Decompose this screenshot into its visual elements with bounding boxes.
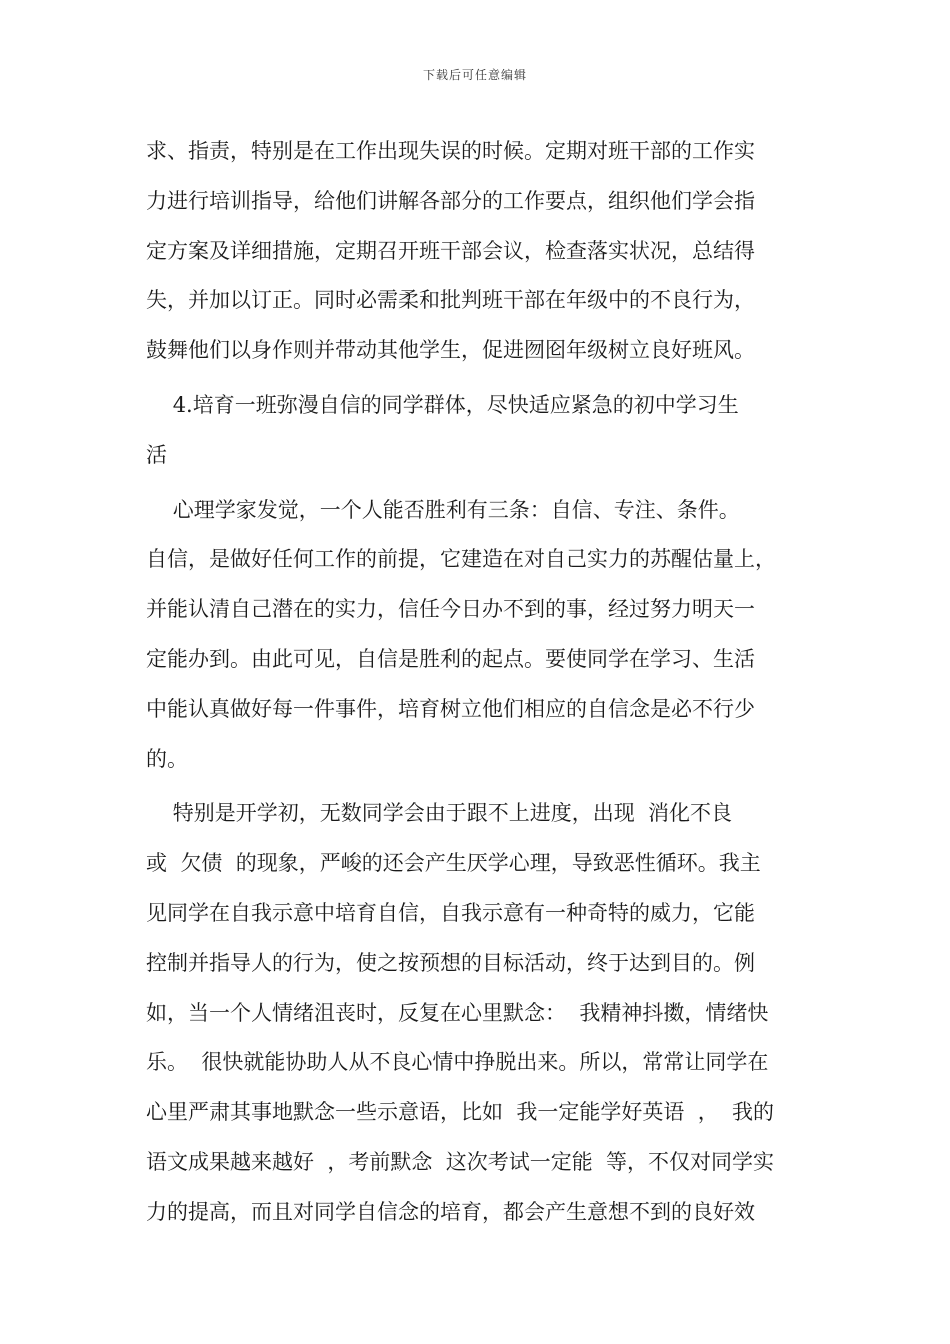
paragraph-3	[146, 486, 826, 785]
text-line: 并能认清自己潜在的实力，信任今日办不到的事，经过努力明天一	[146, 597, 755, 622]
text-line: 定能办到。由此可见，自信是胜利的起点。要使同学在学习、生活	[146, 646, 755, 671]
text-line: 心里严肃其事地默念一些示意语，比如 我一定能学好英语 ， 我的	[146, 1100, 775, 1125]
text-line: 语文成果越来越好 ，考前默念 这次考试一定能 等，不仅对同学实	[146, 1149, 775, 1174]
paragraph-4	[146, 789, 826, 1237]
text-line: 定方案及详细措施，定期召开班干部会议，检查落实状况，总结得	[146, 238, 755, 263]
text-line: 4.培育一班弥漫自信的同学群体，尽快适应紧急的初中学习生	[146, 392, 739, 417]
text-line: 自信，是做好任何工作的前提，它建造在对自己实力的苏醒估量上，	[146, 547, 776, 572]
text-line: 的。	[146, 746, 188, 771]
text-line: 求、指责，特别是在工作出现失误的时候。定期对班干部的工作实	[146, 139, 755, 163]
text-line: 中能认真做好每一件事件，培育树立他们相应的自信念是必不行少	[146, 696, 755, 721]
paragraph-1	[146, 127, 826, 376]
text-line: 乐。 很快就能协助人从不良心情中挣脱出来。所以，常常让同学在	[146, 1050, 769, 1075]
page-header: 下载后可任意编辑	[422, 68, 527, 82]
text-line: 力进行培训指导，给他们讲解各部分的工作要点，组织他们学会指	[146, 188, 755, 213]
text-line: 鼓舞他们以身作则并带动其他学生，促进囫囵年级树立良好班风。	[146, 338, 755, 363]
document-body	[146, 127, 826, 1238]
text-line: 失，并加以订正。同时必需柔和批判班干部在年级中的不良行为，	[146, 288, 755, 313]
text-line: 活	[146, 442, 167, 467]
text-line: 见同学在自我示意中培育自信，自我示意有一种奇特的威力，它能	[146, 900, 755, 925]
text-line: 控制并指导人的行为，使之按预想的目标活动，终于达到目的。例	[146, 950, 755, 975]
text-line: 如，当一个人情绪沮丧时，反复在心里默念： 我精神抖擞，情绪快	[146, 1000, 769, 1025]
text-line: 或 欠债 的现象，严峻的还会产生厌学心理，导致恶性循环。我主	[146, 851, 761, 876]
text-line: 特别是开学初，无数同学会由于跟不上进度，出现 消化不良	[146, 801, 733, 826]
text-line: 力的提高，而且对同学自信念的培育，都会产生意想不到的良好效	[146, 1199, 755, 1224]
text-line: 心理学家发觉，一个人能否胜利有三条：自信、专注、条件。	[146, 497, 740, 522]
paragraph-2-heading	[146, 381, 826, 481]
